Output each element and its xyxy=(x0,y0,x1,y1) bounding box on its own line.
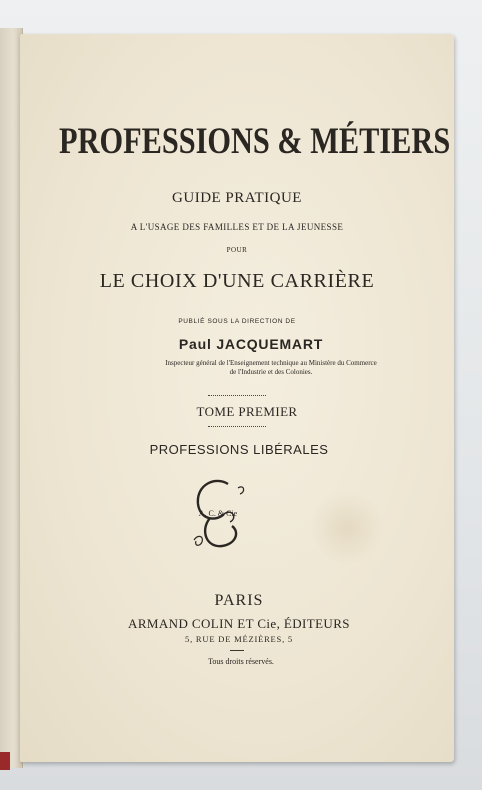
ornamental-rule-top xyxy=(208,395,266,396)
author-credentials-2: de l'Industrie et des Colonies. xyxy=(229,368,313,376)
paper-stain xyxy=(312,488,382,568)
rights-notice: Tous droits réservés. xyxy=(208,657,274,666)
volume-label: TOME PREMIER xyxy=(196,404,298,419)
publisher-monogram-icon xyxy=(188,474,248,554)
volume-subject: PROFESSIONS LIBÉRALES xyxy=(149,442,329,457)
subtitle-pour: POUR xyxy=(226,246,248,254)
author-name: Paul JACQUEMART xyxy=(178,336,324,352)
title-page xyxy=(20,34,454,762)
short-divider xyxy=(230,650,244,651)
monogram-text: A. C. & Cie xyxy=(198,509,238,518)
publication-place: PARIS xyxy=(214,592,264,609)
subtitle-choix: LE CHOIX D'UNE CARRIÈRE xyxy=(99,270,375,292)
subtitle-usage: A L'USAGE DES FAMILLES ET DE LA JEUNESSE xyxy=(130,222,344,232)
subtitle-guide: GUIDE PRATIQUE xyxy=(172,190,302,206)
author-credentials-1: Inspecteur général de l'Enseignement technique au Ministère du Commerce xyxy=(165,359,377,367)
publisher-address: 5, RUE DE MÉZIÈRES, 5 xyxy=(185,634,293,644)
book-title: PROFESSIONS & MÉTIERS xyxy=(59,121,451,162)
published-under: PUBLIÉ SOUS LA DIRECTION DE xyxy=(178,318,296,325)
spine-red-edge xyxy=(0,752,10,770)
ornamental-rule-bottom xyxy=(208,426,266,427)
publisher-name: ARMAND COLIN ET Cie, ÉDITEURS xyxy=(128,616,350,631)
